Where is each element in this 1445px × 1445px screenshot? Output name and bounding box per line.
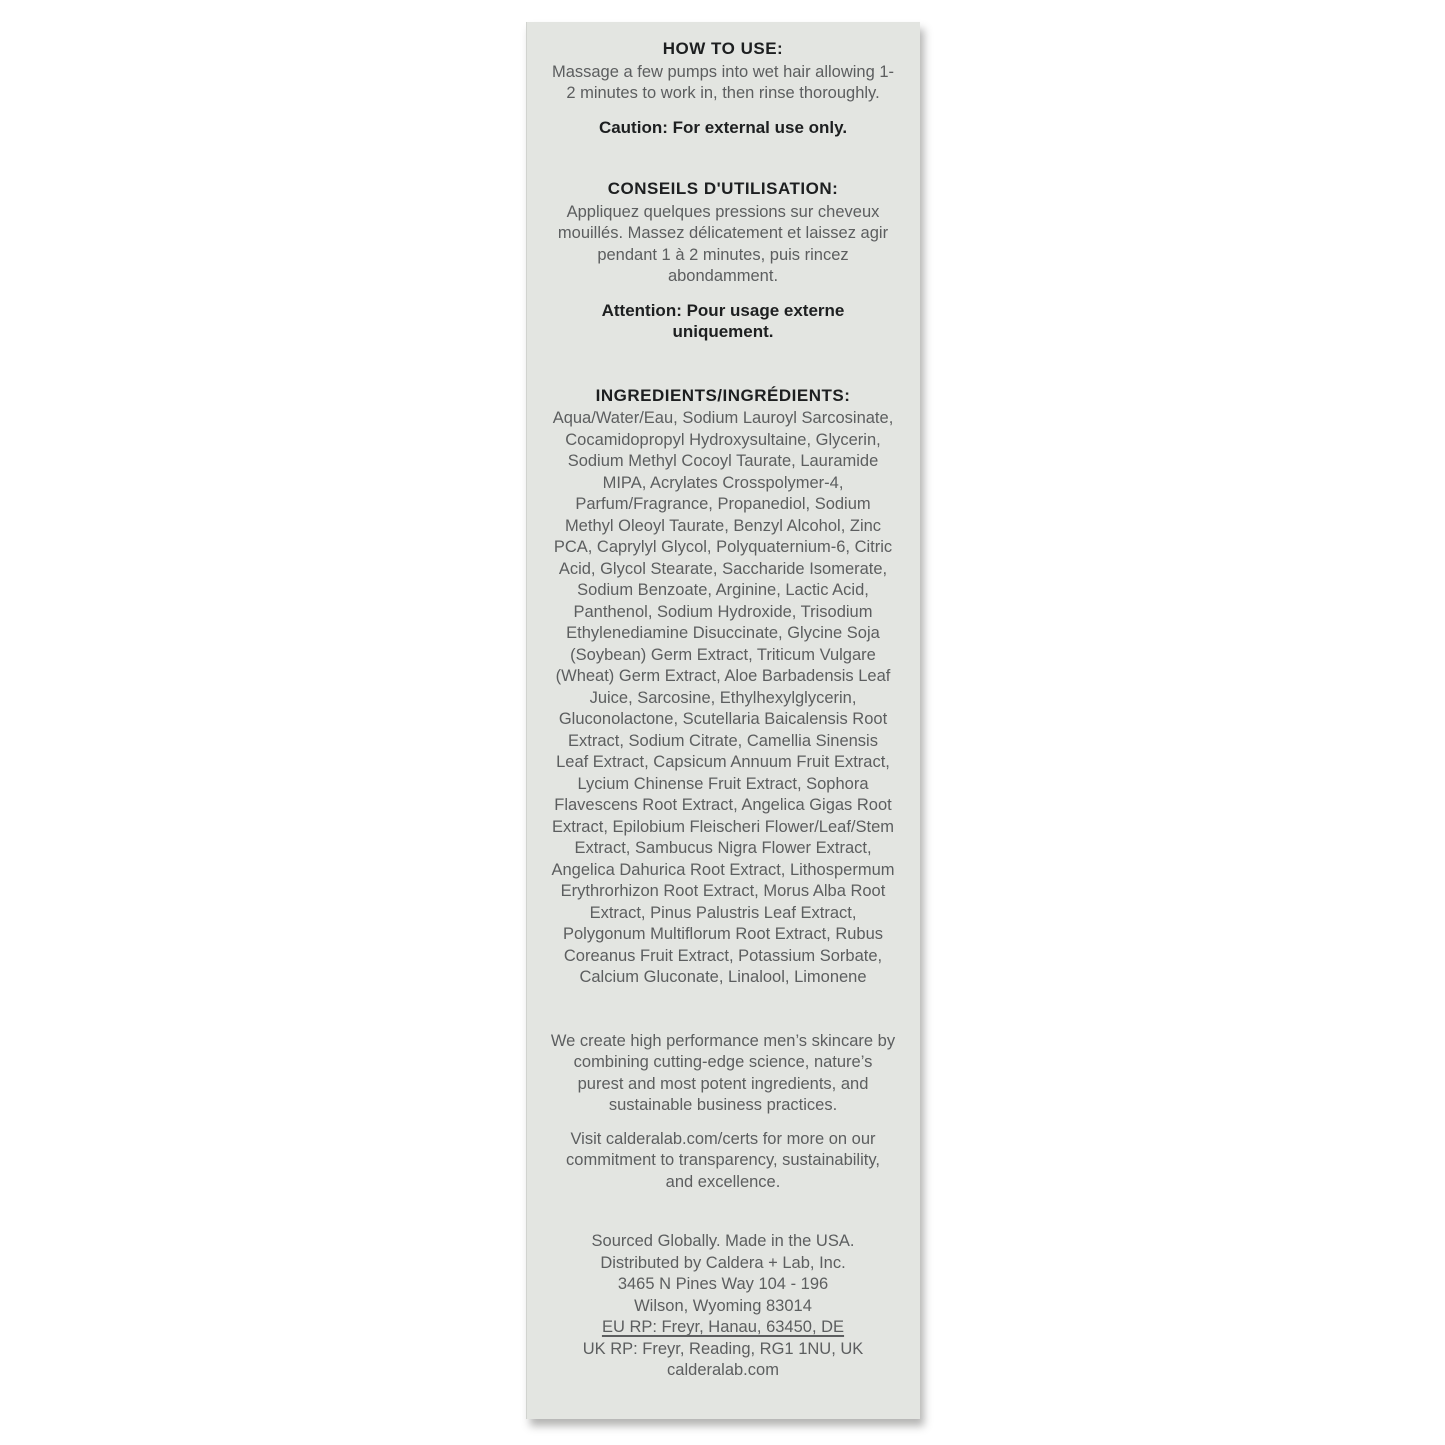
brand-statement-section xyxy=(550,1031,896,1194)
address-line: EU RP: Freyr, Hanau, 63450, DE xyxy=(601,1318,845,1336)
how-to-use-body: Massage a few pumps into wet hair allowing 1-2 minutes to work in, then rinse thoroughly. xyxy=(551,62,895,102)
how-to-use-section xyxy=(550,38,896,138)
conseils-section xyxy=(550,178,896,343)
how-to-use-caution: Caution: For external use only. xyxy=(598,117,848,137)
address-line: 3465 N Pines Way 104 - 196 xyxy=(617,1275,829,1293)
ingredients-section xyxy=(550,385,896,989)
conseils-heading: CONSEILS D'UTILISATION: xyxy=(607,179,839,198)
address-line: Distributed by Caldera + Lab, Inc. xyxy=(600,1253,846,1272)
ingredients-heading: INGREDIENTS/INGRÉDIENTS: xyxy=(595,385,851,405)
conseils-body: Appliquez quelques pressions sur cheveux mouillés. Massez délicatement et laissez agir pendant 1 à 2 minutes, puis rincez abondamment. xyxy=(557,202,889,285)
how-to-use-heading: HOW TO USE: xyxy=(662,39,784,58)
product-label-panel xyxy=(526,22,920,1419)
brand-statement: We create high performance men’s skincare by combining cutting-edge science, nature’s purest and most potent ingredients, and sustainable business practices. xyxy=(550,1031,896,1114)
address-lines xyxy=(550,1231,896,1382)
address-line: calderalab.com xyxy=(667,1361,779,1379)
address-line: Wilson, Wyoming 83014 xyxy=(634,1296,812,1315)
address-line: Sourced Globally. Made in the USA. xyxy=(591,1232,855,1250)
address-section xyxy=(550,1231,896,1382)
certs-statement: Visit calderalab.com/certs for more on our commitment to transparency, sustainability, and excellence. xyxy=(566,1129,880,1191)
conseils-caution: Attention: Pour usage externe uniquement. xyxy=(601,300,845,341)
ingredients-list: Aqua/Water/Eau, Sodium Lauroyl Sarcosinate, Cocamidopropyl Hydroxysultaine, Glycerin, Sodium Methyl Cocoyl Taurate, Lauramide MIPA, Acrylates Crosspolymer-4, Parfum/Fragrance, Propanediol, Sodium Methyl Oleoyl Taurate, Benzyl Alcohol, Zinc PCA, Caprylyl Glycol, Polyquaternium-6, Citric Acid, Glycol Stearate, Saccharide Isomerate, Sodium Benzoate, Arginine, Lactic Acid, Panthenol, Sodium Hydroxide, Trisodium Ethylenediamine Disuccinate, Glycine Soja (Soybean) Germ Extract, Triticum Vulgare (Wheat) Germ Extract, Aloe Barbadensis Leaf Juice, Sarcosine, Ethylhexylglycerin, Gluconolactone, Scutellaria Baicalensis Root Extract, Sodium Citrate, Camellia Sinensis Leaf Extract, Capsicum Annuum Fruit Extract, Lycium Chinense Fruit Extract, Sophora Flavescens Root Extract, Angelica Gigas Root Extract, Epilobium Fleischeri Flower/Leaf/Stem Extract, Sambucus Nigra Flower Extract, Angelica Dahurica Root Extract, Lithospermum Erythrorhizon Root Extract, Morus Alba Root Extract, Pinus Palustris Leaf Extract, Polygonum Multiflorum Root Extract, Rubus Coreanus Fruit Extract, Potassium Sorbate, Calcium Gluconate, Linalool, Limonene xyxy=(551,409,895,986)
address-line: UK RP: Freyr, Reading, RG1 1NU, UK xyxy=(582,1339,864,1358)
